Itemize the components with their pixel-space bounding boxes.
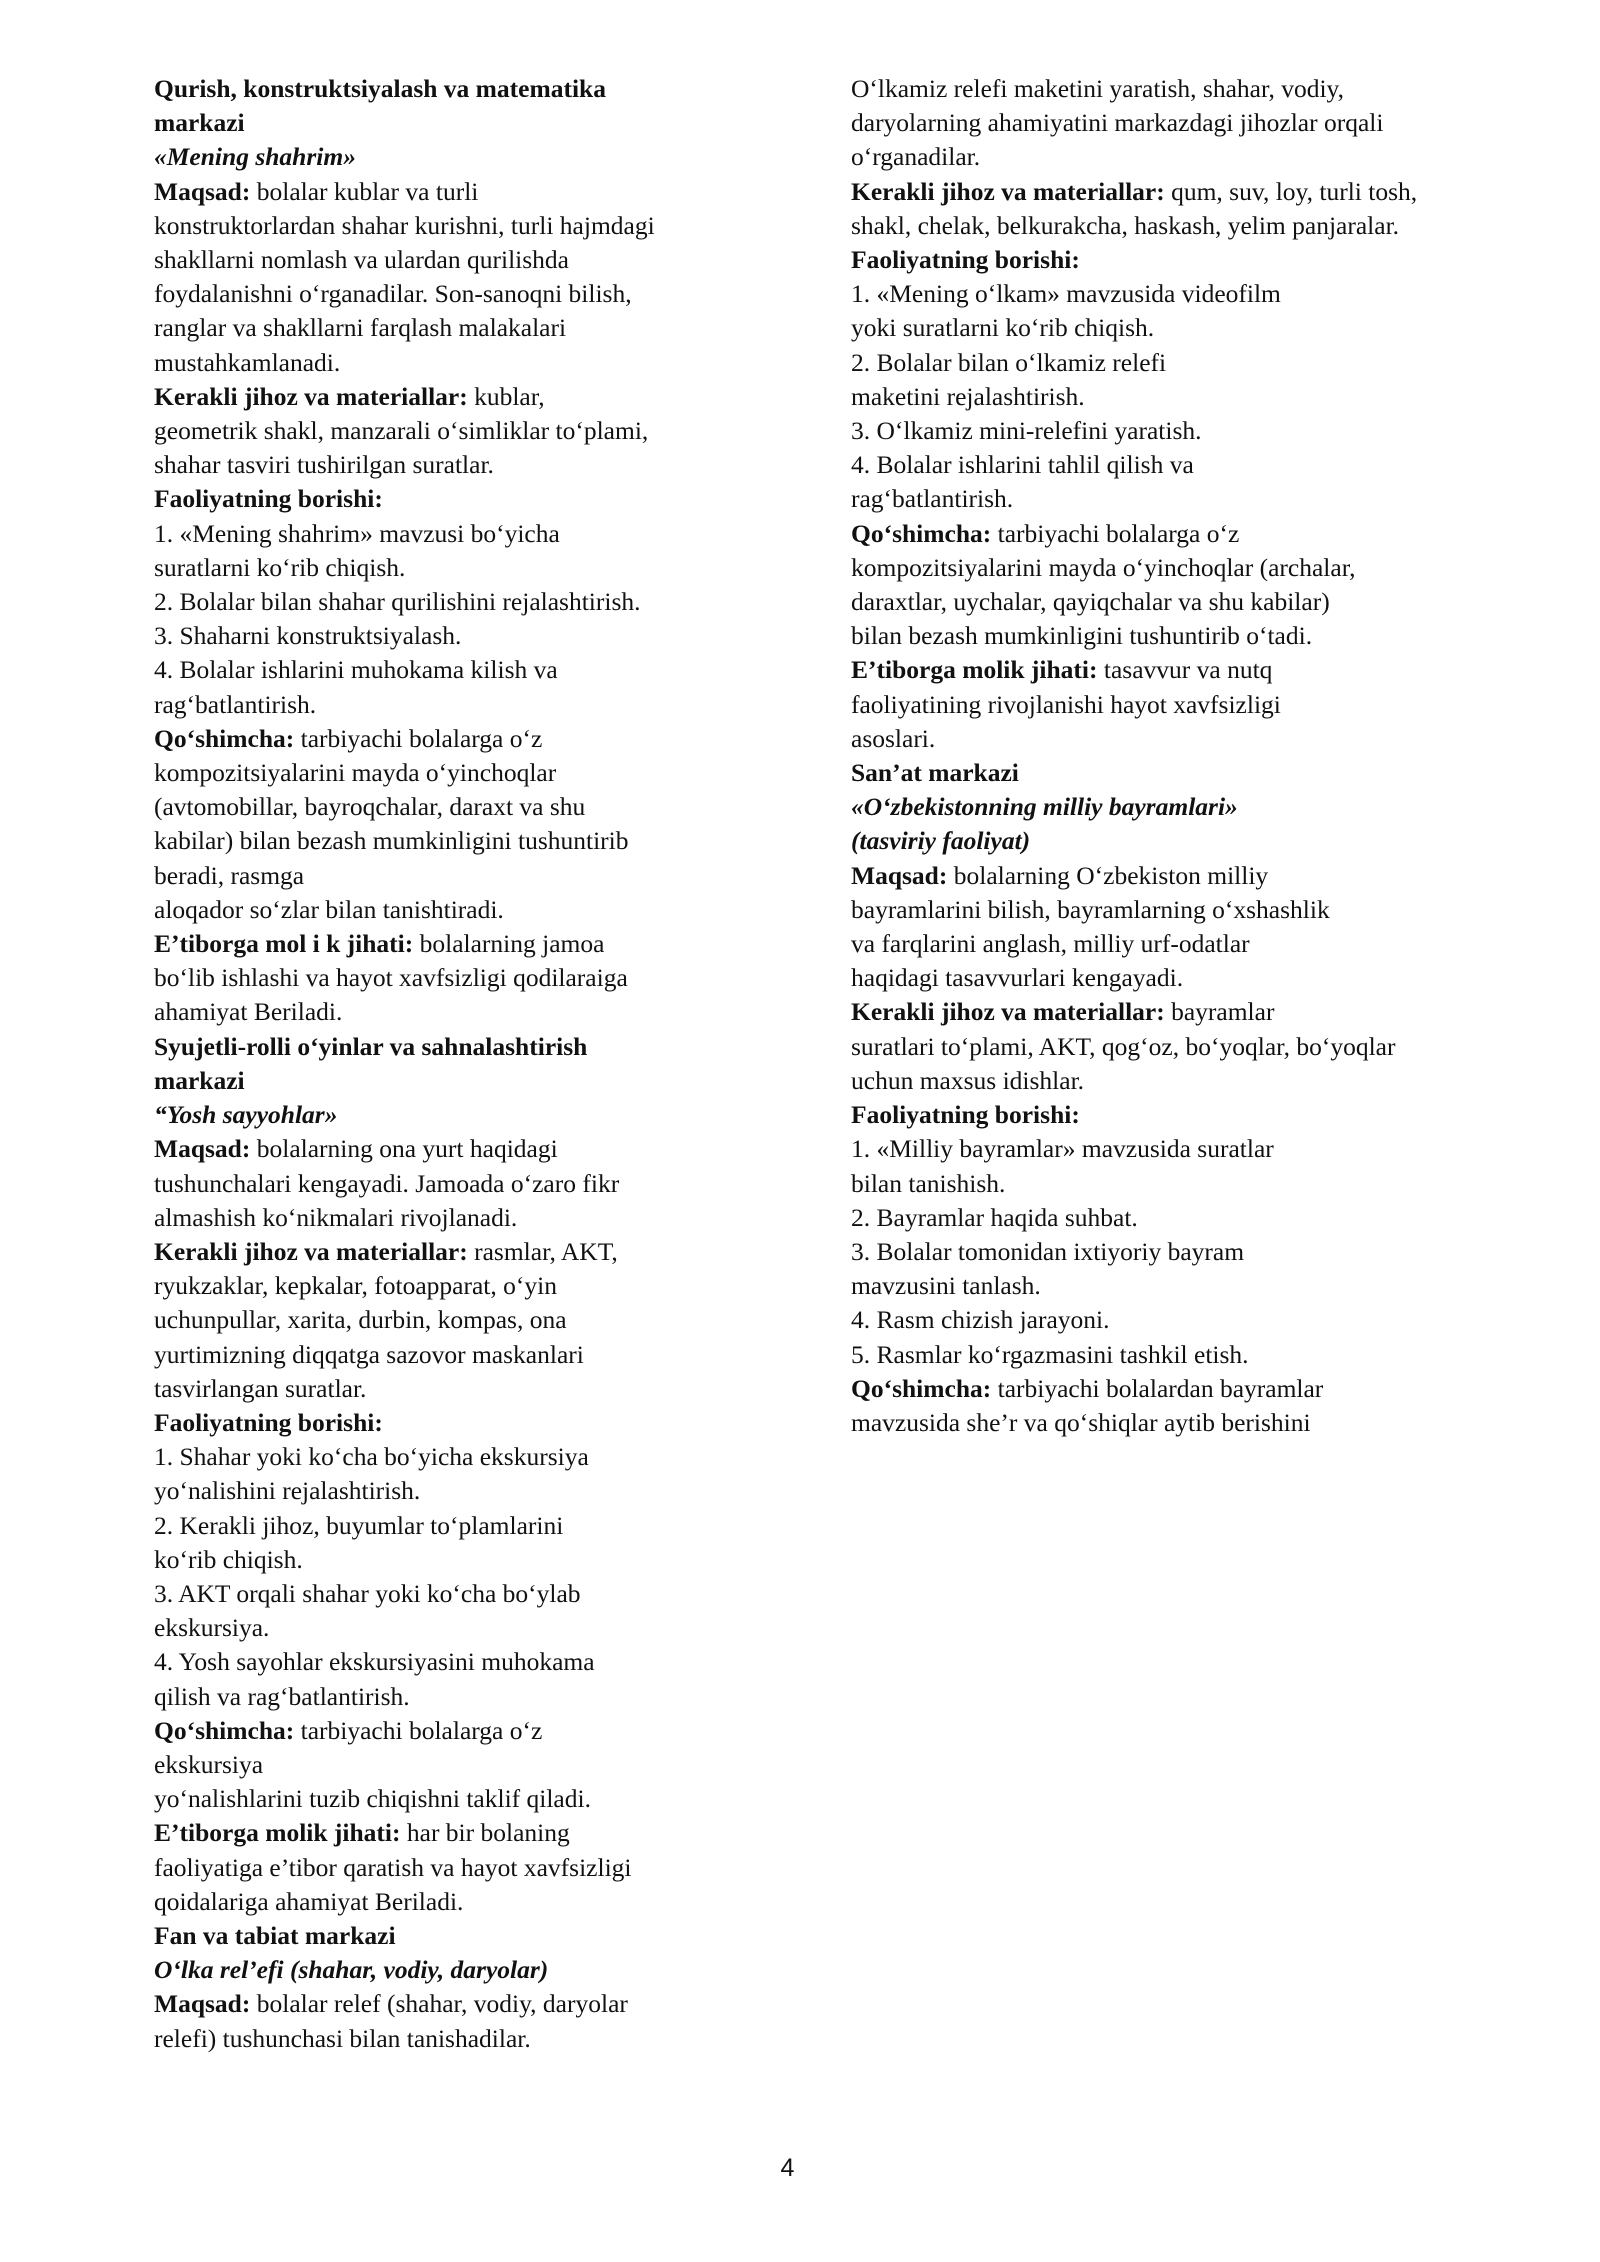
text-line: [154, 414, 754, 448]
body-text: bayramlar: [1164, 997, 1275, 1027]
body-text: ryukzaklar, kepkalar, fotoapparat, o‘yin: [154, 1271, 557, 1301]
text-line: [154, 482, 754, 516]
text-line: [154, 1714, 754, 1748]
body-text: shakllarni nomlash va ulardan qurilishda: [154, 245, 569, 275]
text-line: [154, 722, 754, 756]
label-text: Syujetli-rolli o‘yinlar va sahnalashtirish: [154, 1031, 588, 1061]
text-line: [154, 1064, 754, 1098]
body-text: ahamiyat Beriladi.: [154, 997, 343, 1027]
text-line: [851, 517, 1531, 551]
text-line: [851, 1201, 1531, 1235]
body-text: bayramlarini bilish, bayramlarning o‘xshashlik: [851, 894, 1330, 924]
label-text: Fan va tabiat markazi: [154, 1920, 396, 1950]
text-line: [154, 1816, 754, 1850]
label-text: Maqsad:: [154, 1989, 251, 2019]
label-text: E’tiborga mol i k jihati:: [154, 929, 414, 959]
body-text: 1. «Milliy bayramlar» mavzusida suratlar: [851, 1134, 1274, 1164]
text-line: [851, 1030, 1531, 1064]
body-text: kabilar) bilan bezash mumkinligini tushuntirib: [154, 826, 629, 856]
text-line: [851, 1132, 1531, 1166]
body-text: faoliyatining rivojlanishi hayot xavfsizligi: [851, 689, 1281, 719]
text-line: [851, 243, 1531, 277]
body-text: relefi) tushunchasi bilan tanishadilar.: [154, 2023, 531, 2053]
text-line: [154, 1132, 754, 1166]
text-line: [154, 1611, 754, 1645]
body-text: rag‘batlantirish.: [851, 484, 1014, 514]
body-text: mavzusini tanlash.: [851, 1271, 1041, 1301]
text-line: [154, 927, 754, 961]
label-text: Faoliyatning borishi:: [154, 484, 383, 514]
text-line: [154, 1851, 754, 1885]
text-line: [851, 551, 1531, 585]
body-text: ekskursiya.: [154, 1613, 270, 1643]
label-text: Kerakli jihoz va materiallar:: [851, 997, 1165, 1027]
text-line: [154, 2022, 754, 2056]
text-line: [154, 243, 754, 277]
text-line: [154, 893, 754, 927]
body-text: 2. Bolalar bilan shahar qurilishini rejalashtirish.: [154, 587, 641, 617]
text-line: [851, 893, 1531, 927]
body-text: kublar,: [467, 381, 545, 411]
text-line: [154, 824, 754, 858]
body-text: faoliyatiga e’tibor qaratish va hayot xavfsizligi: [154, 1852, 632, 1882]
text-line: [154, 859, 754, 893]
label-text: Faoliyatning borishi:: [851, 1100, 1080, 1130]
text-line: [154, 688, 754, 722]
text-line: [851, 482, 1531, 516]
page-number: 4: [780, 2154, 795, 2182]
text-line: [851, 961, 1531, 995]
label-text: Kerakli jihoz va materiallar:: [851, 176, 1165, 206]
body-text: qum, suv, loy, turli tosh,: [1164, 176, 1418, 206]
body-text: konstruktorlardan shahar kurishni, turli hajmdagi: [154, 210, 655, 240]
text-line: [154, 1885, 754, 1919]
body-text: rasmlar, AKT,: [467, 1236, 618, 1266]
body-text: yo‘nalishlarini tuzib chiqishni taklif qiladi.: [154, 1784, 591, 1814]
text-line: [154, 175, 754, 209]
text-line: [851, 1064, 1531, 1098]
text-line: [851, 277, 1531, 311]
text-line: [851, 927, 1531, 961]
text-line: [851, 995, 1531, 1029]
body-text: yoki suratlarni ko‘rib chiqish.: [851, 313, 1155, 343]
text-line: [154, 140, 754, 174]
text-line: [154, 790, 754, 824]
label-text: Faoliyatning borishi:: [851, 245, 1080, 275]
text-line: [154, 346, 754, 380]
text-line: [154, 106, 754, 140]
body-text: 2. Kerakli jihoz, buyumlar to‘plamlarini: [154, 1510, 564, 1540]
text-line: [154, 1269, 754, 1303]
body-text: 4. Bolalar ishlarini muhokama kilish va: [154, 655, 558, 685]
text-line: [154, 1577, 754, 1611]
text-line: [851, 1406, 1531, 1440]
body-text: 2. Bayramlar haqida suhbat.: [851, 1202, 1138, 1232]
text-line: [851, 824, 1531, 858]
text-line: [154, 1167, 754, 1201]
body-text: yo‘nalishini rejalashtirish.: [154, 1476, 421, 1506]
text-line: [154, 311, 754, 345]
text-line: [154, 448, 754, 482]
body-text: tasavvur va nutq: [1097, 655, 1273, 685]
body-text: almashish ko‘nikmalari rivojlanadi.: [154, 1202, 518, 1232]
text-line: [154, 72, 754, 106]
body-text: mavzusida she’r va qo‘shiqlar aytib berishini: [851, 1407, 1311, 1437]
text-line: [154, 1987, 754, 2021]
label-text: O‘lka rel’efi (shahar, vodiy, daryolar): [154, 1955, 549, 1985]
text-line: [851, 1167, 1531, 1201]
body-text: 2. Bolalar bilan o‘lkamiz relefi: [851, 347, 1167, 377]
text-line: [851, 448, 1531, 482]
text-line: [154, 209, 754, 243]
text-line: [851, 380, 1531, 414]
body-text: 3. O‘lkamiz mini-relefini yaratish.: [851, 416, 1202, 446]
body-text: va farqlarini anglash, milliy urf-odatlar: [851, 929, 1250, 959]
text-line: [851, 106, 1531, 140]
body-text: kompozitsiyalarini mayda o‘yinchoqlar: [154, 758, 557, 788]
body-text: 4. Bolalar ishlarini tahlil qilish va: [851, 450, 1194, 480]
text-line: [154, 653, 754, 687]
body-text: kompozitsiyalarini mayda o‘yinchoqlar (archalar,: [851, 552, 1356, 582]
text-line: [851, 1098, 1531, 1132]
text-line: [851, 653, 1531, 687]
label-text: markazi: [154, 1065, 245, 1095]
text-line: [851, 585, 1531, 619]
text-line: [154, 1406, 754, 1440]
body-text: bolalar relef (shahar, vodiy, daryolar: [250, 1989, 628, 2019]
label-text: Faoliyatning borishi:: [154, 1407, 383, 1437]
label-text: Qo‘shimcha:: [154, 1715, 295, 1745]
text-line: [154, 1098, 754, 1132]
text-line: [154, 1201, 754, 1235]
text-line: [154, 1440, 754, 1474]
body-text: shahar tasviri tushirilgan suratlar.: [154, 450, 494, 480]
body-text: foydalanishni o‘rganadilar. Son-sanoqni bilish,: [154, 279, 632, 309]
text-line: [851, 1235, 1531, 1269]
text-line: [851, 688, 1531, 722]
text-line: [851, 346, 1531, 380]
body-text: geometrik shakl, manzarali o‘simliklar to‘plami,: [154, 416, 649, 446]
body-text: bilan bezash mumkinligini tushuntirib o‘tadi.: [851, 621, 1313, 651]
body-text: tushunchalari kengayadi. Jamoada o‘zaro fikr: [154, 1168, 620, 1198]
text-line: [851, 1372, 1531, 1406]
text-line: [851, 175, 1531, 209]
label-text: «O‘zbekistonning milliy bayramlari»: [851, 792, 1238, 822]
body-text: bo‘lib ishlashi va hayot xavfsizligi qodilaraiga: [154, 963, 628, 993]
text-line: [154, 619, 754, 653]
text-line: [154, 1748, 754, 1782]
body-text: tarbiyachi bolalarga o‘z: [991, 518, 1240, 548]
body-text: tasvirlangan suratlar.: [154, 1373, 367, 1403]
body-text: mustahkamlanadi.: [154, 347, 341, 377]
body-text: shakl, chelak, belkurakcha, haskash, yelim panjaralar.: [851, 210, 1400, 240]
text-line: [154, 995, 754, 1029]
body-text: tarbiyachi bolalarga o‘z: [294, 1715, 543, 1745]
label-text: Maqsad:: [154, 176, 251, 206]
body-text: ranglar va shakllarni farqlash malakalari: [154, 313, 567, 343]
label-text: Qo‘shimcha:: [154, 723, 295, 753]
text-line: [851, 140, 1531, 174]
body-text: tarbiyachi bolalarga o‘z: [294, 723, 543, 753]
text-line: [851, 414, 1531, 448]
body-text: ko‘rib chiqish.: [154, 1544, 303, 1574]
body-text: (avtomobillar, bayroqchalar, daraxt va shu: [154, 792, 586, 822]
label-text: Qo‘shimcha:: [851, 1373, 992, 1403]
body-text: bolalarning O‘zbekiston milliy: [947, 860, 1269, 890]
text-line: [154, 1235, 754, 1269]
body-text: o‘rganadilar.: [851, 142, 981, 172]
body-text: bilan tanishish.: [851, 1168, 1006, 1198]
body-text: 1. «Mening o‘lkam» mavzusida videofilm: [851, 279, 1281, 309]
body-text: uchun maxsus idishlar.: [851, 1065, 1085, 1095]
body-text: daryolarning ahamiyatini markazdagi jihozlar orqali: [851, 108, 1384, 138]
body-text: tarbiyachi bolalardan bayramlar: [991, 1373, 1324, 1403]
body-text: suratlarni ko‘rib chiqish.: [154, 552, 406, 582]
text-line: [154, 1919, 754, 1953]
body-text: bolalarning ona yurt haqidagi: [250, 1134, 558, 1164]
text-line: [851, 72, 1531, 106]
label-text: Maqsad:: [851, 860, 948, 890]
label-text: «Mening shahrim»: [154, 142, 356, 172]
text-line: [154, 1680, 754, 1714]
text-line: [851, 859, 1531, 893]
body-text: qilish va rag‘batlantirish.: [154, 1681, 410, 1711]
body-text: qoidalariga ahamiyat Beriladi.: [154, 1886, 464, 1916]
label-text: Kerakli jihoz va materiallar:: [154, 1236, 468, 1266]
text-line: [154, 961, 754, 995]
left-column: [154, 72, 754, 2056]
label-text: San’at markazi: [851, 758, 1019, 788]
text-line: [851, 722, 1531, 756]
body-text: 1. Shahar yoki ko‘cha bo‘yicha ekskursiya: [154, 1442, 589, 1472]
label-text: (tasviriy faoliyat): [851, 826, 1031, 856]
body-text: har bir bolaning: [400, 1818, 570, 1848]
body-text: uchunpullar, xarita, durbin, kompas, ona: [154, 1305, 567, 1335]
text-line: [154, 1645, 754, 1679]
text-line: [154, 1543, 754, 1577]
text-line: [154, 1030, 754, 1064]
body-text: 4. Rasm chizish jarayoni.: [851, 1305, 1110, 1335]
body-text: rag‘batlantirish.: [154, 689, 317, 719]
text-line: [154, 756, 754, 790]
body-text: O‘lkamiz relefi maketini yaratish, shahar, vodiy,: [851, 74, 1344, 103]
body-text: asoslari.: [851, 723, 936, 753]
text-line: [154, 1372, 754, 1406]
label-text: “Yosh sayyohlar»: [154, 1100, 338, 1130]
text-line: [851, 209, 1531, 243]
body-text: yurtimizning diqqatga sazovor maskanlari: [154, 1339, 584, 1369]
right-column: [851, 72, 1531, 1440]
body-text: bolalar kublar va turli: [250, 176, 479, 206]
text-line: [851, 1338, 1531, 1372]
label-text: E’tiborga molik jihati:: [851, 655, 1098, 685]
text-line: [154, 551, 754, 585]
text-line: [154, 517, 754, 551]
body-text: aloqador so‘zlar bilan tanishtiradi.: [154, 894, 504, 924]
label-text: Maqsad:: [154, 1134, 251, 1164]
label-text: Qo‘shimcha:: [851, 518, 992, 548]
text-line: [154, 380, 754, 414]
text-line: [851, 790, 1531, 824]
body-text: 3. Shaharni konstruktsiyalash.: [154, 621, 462, 651]
text-line: [154, 1509, 754, 1543]
text-line: [851, 756, 1531, 790]
text-line: [154, 585, 754, 619]
body-text: maketini rejalashtirish.: [851, 381, 1085, 411]
body-text: 1. «Mening shahrim» mavzusi bo‘yicha: [154, 518, 560, 548]
label-text: markazi: [154, 108, 245, 138]
text-line: [154, 1953, 754, 1987]
body-text: haqidagi tasavvurlari kengayadi.: [851, 963, 1184, 993]
text-line: [851, 311, 1531, 345]
text-line: [154, 1782, 754, 1816]
text-line: [154, 1338, 754, 1372]
text-line: [851, 619, 1531, 653]
text-line: [851, 1269, 1531, 1303]
text-line: [154, 1474, 754, 1508]
body-text: 4. Yosh sayohlar ekskursiyasini muhokama: [154, 1647, 595, 1677]
text-line: [154, 277, 754, 311]
body-text: beradi, rasmga: [154, 860, 305, 890]
label-text: E’tiborga molik jihati:: [154, 1818, 401, 1848]
text-line: [851, 1303, 1531, 1337]
body-text: 3. AKT orqali shahar yoki ko‘cha bo‘ylab: [154, 1578, 581, 1608]
label-text: Kerakli jihoz va materiallar:: [154, 381, 468, 411]
body-text: suratlari to‘plami, AKT, qog‘oz, bo‘yoqlar, bo‘yoqlar: [851, 1031, 1396, 1061]
body-text: 5. Rasmlar ko‘rgazmasini tashkil etish.: [851, 1339, 1249, 1369]
body-text: daraxtlar, uychalar, qayiqchalar va shu kabilar): [851, 587, 1330, 617]
label-text: Qurish, konstruktsiyalash va matematika: [154, 74, 606, 103]
body-text: bolalarning jamoa: [413, 929, 605, 959]
text-line: [154, 1303, 754, 1337]
body-text: 3. Bolalar tomonidan ixtiyoriy bayram: [851, 1236, 1245, 1266]
body-text: ekskursiya: [154, 1749, 264, 1779]
